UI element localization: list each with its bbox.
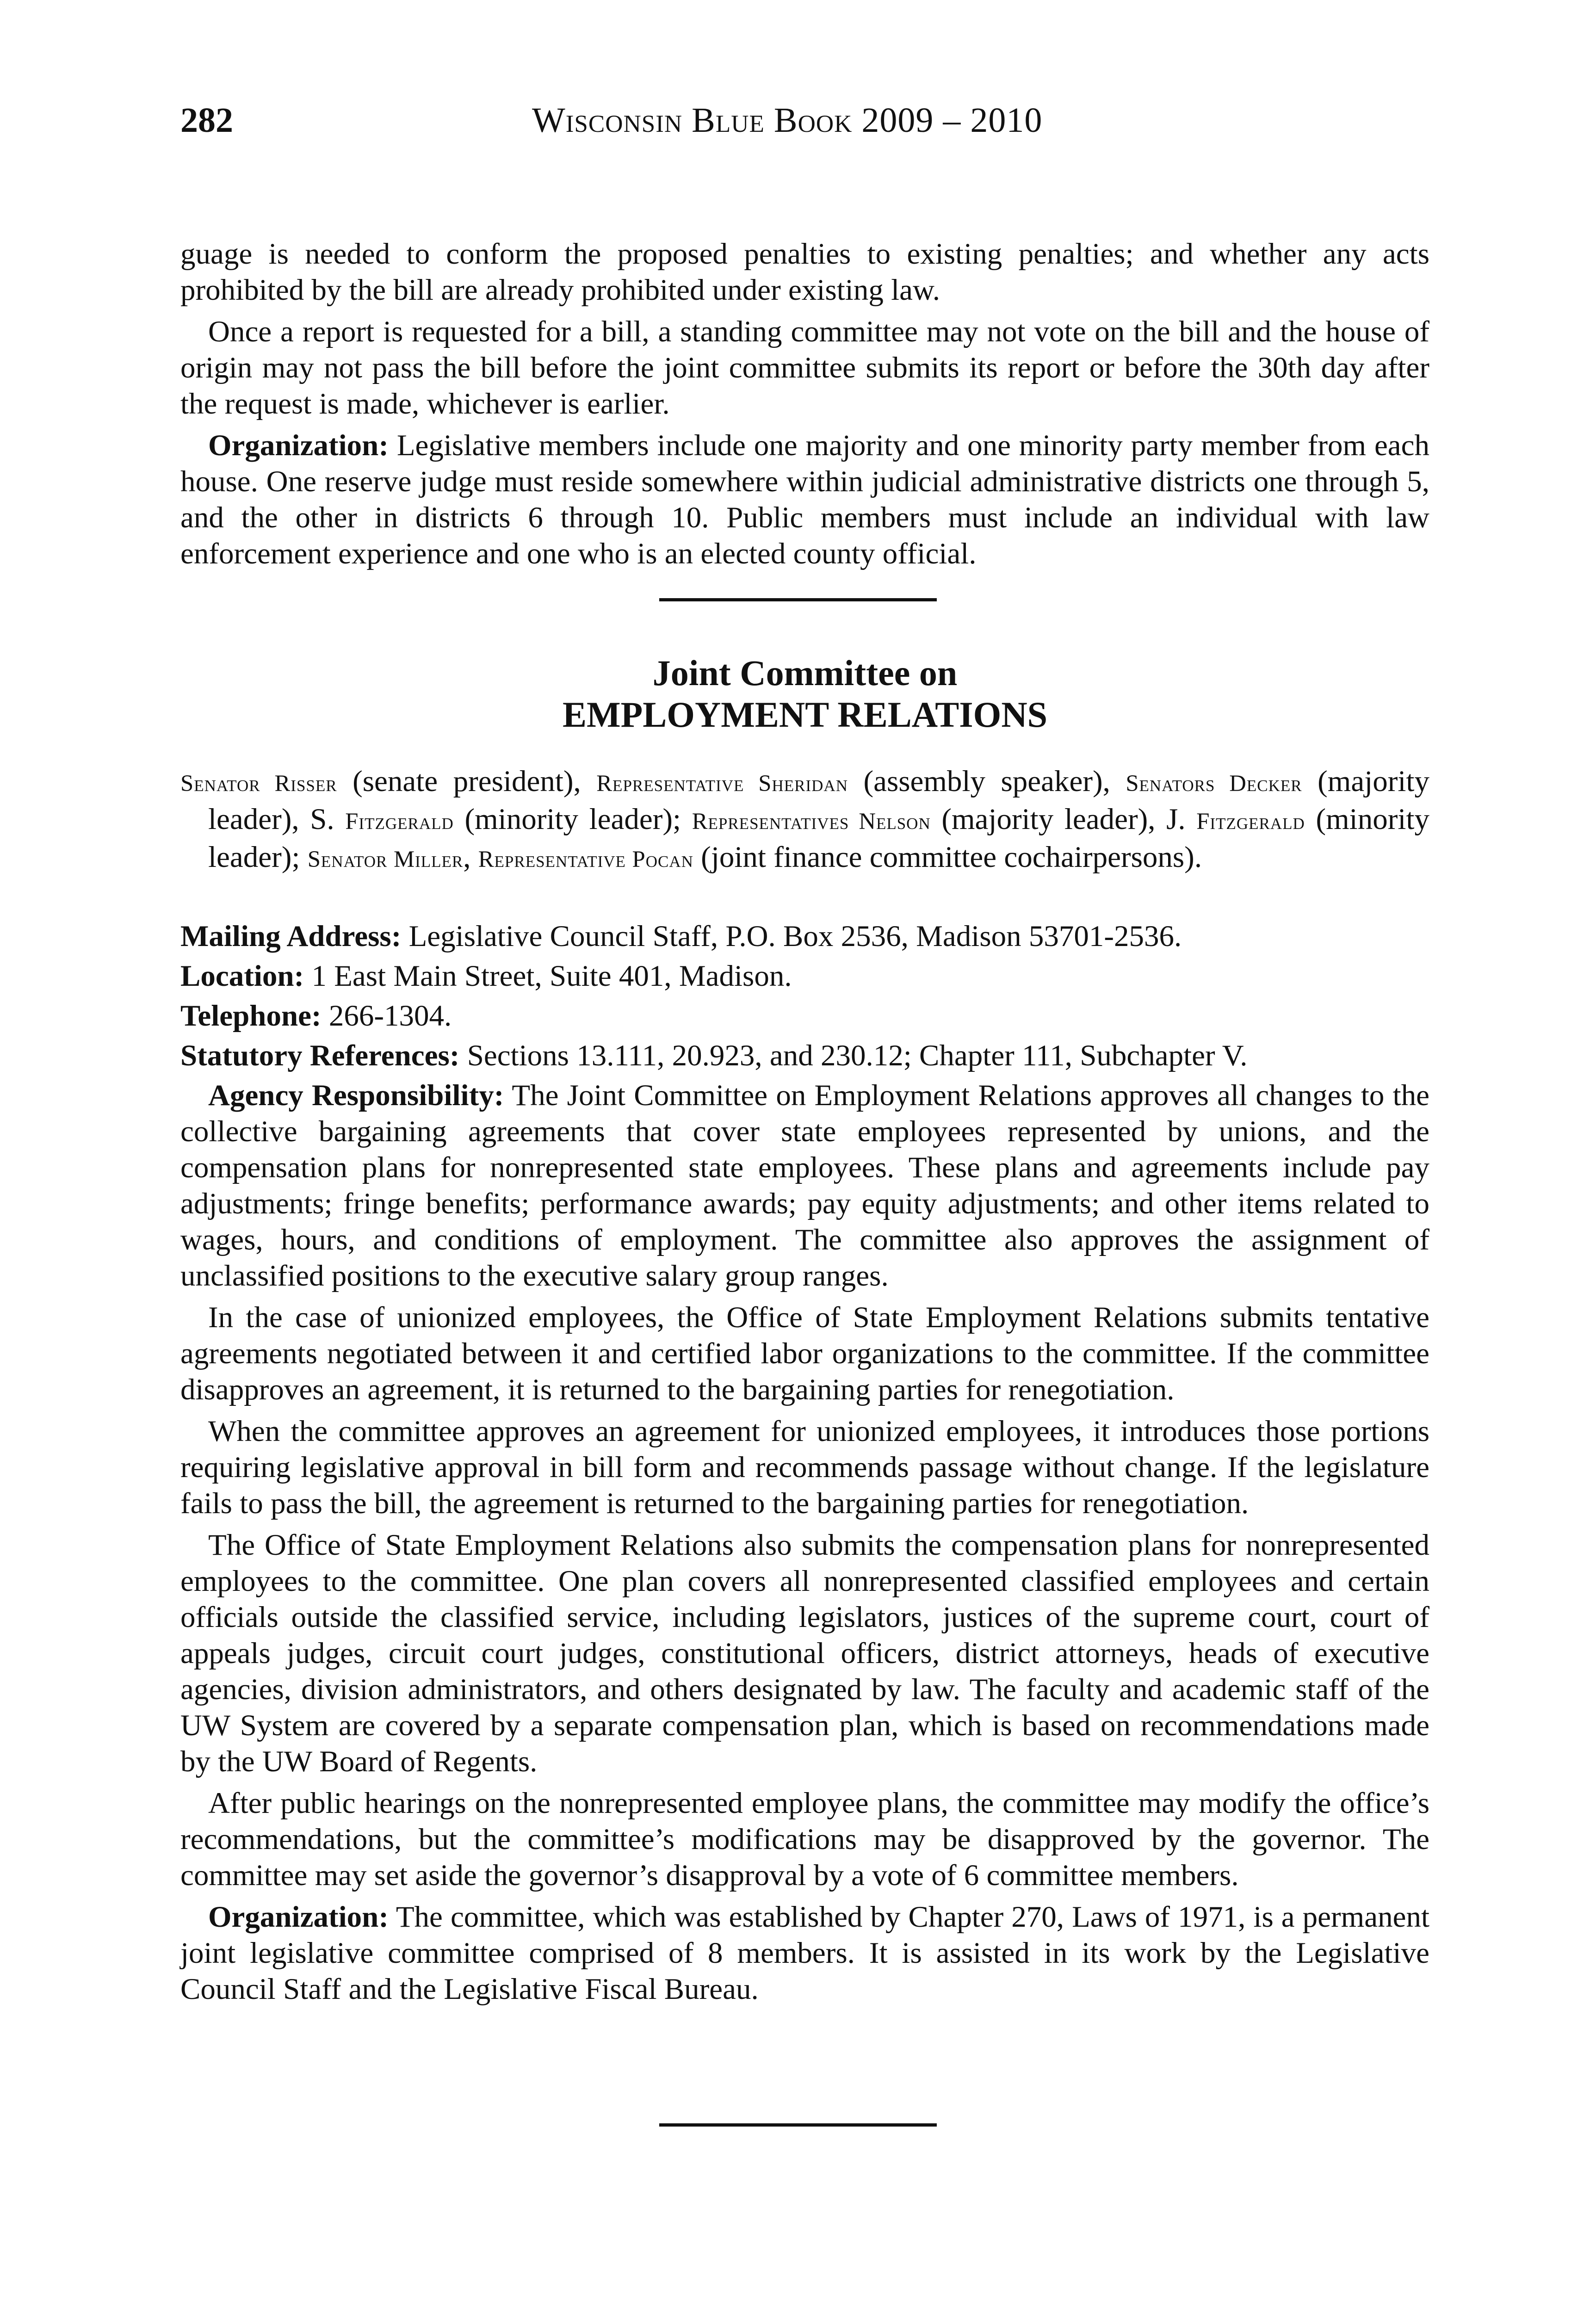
member-role: (minority leader); bbox=[453, 803, 692, 836]
member-role: (minority leader); bbox=[208, 803, 1429, 874]
telephone bbox=[180, 998, 1429, 1034]
member-role: (majority leader), S. bbox=[208, 765, 1429, 836]
statutory-references bbox=[180, 1038, 1429, 1074]
member-name: Representatives Nelson bbox=[692, 808, 931, 834]
telephone-value: 266-1304. bbox=[328, 999, 452, 1033]
book-title: Wisconsin Blue Book 2009 – 2010 bbox=[532, 101, 1043, 140]
organization-label: Organization: bbox=[208, 1900, 389, 1934]
location-label: Location: bbox=[180, 959, 304, 993]
member-name: Fitzgerald bbox=[1196, 808, 1305, 834]
heading-line-1: Joint Committee on bbox=[652, 653, 958, 693]
paragraph: Once a report is requested for a bill, a standing committee may not vote on the bill and the house of origin may not pass the bill before the joint committee submits its report or before the 30th day after the request is made, whichever is earlier. bbox=[180, 315, 1429, 421]
paragraph: After public hearings on the nonrepresented employee plans, the committee may modify the office’s recommendations, but the committee’s modifications may be disapproved by the governor. The committee may set aside the governor’s disapproval by a vote of 6 committee members. bbox=[180, 1787, 1429, 1892]
agency-label: Agency Responsibility: bbox=[208, 1079, 504, 1112]
continued-section bbox=[180, 236, 1429, 577]
agency-responsibility bbox=[180, 1077, 1429, 1294]
organization-paragraph bbox=[180, 1899, 1429, 2007]
member-name: Representative Sheridan bbox=[596, 770, 848, 796]
section-heading bbox=[180, 652, 1429, 736]
page-number: 282 bbox=[180, 101, 233, 140]
member-name: Fitzgerald bbox=[345, 808, 454, 834]
committee-members bbox=[180, 763, 1429, 877]
member-role: (assembly speaker), bbox=[847, 765, 1126, 798]
statutory-value: Sections 13.111, 20.923, and 230.12; Chapter 111, Subchapter V. bbox=[467, 1039, 1248, 1072]
location-value: 1 East Main Street, Suite 401, Madison. bbox=[311, 959, 792, 993]
agency-text: The Joint Committee on Employment Relations approves all changes to the collective bargaining agreements that cover state employees represented by unions, and the compensation plans for nonrepresented state employees. These plans and agreements include pay adjustments; fringe benefits; performance awards; pay equity adjustments; and other items related to wages, hours, and conditions of employment. The committee also approves the assignment of unclassified positions to the executive salary group ranges. bbox=[180, 1079, 1429, 1293]
member-name: Senator Miller bbox=[307, 846, 464, 872]
member-name: Representative Pocan bbox=[478, 846, 693, 872]
member-name: Senator Risser bbox=[180, 770, 337, 796]
paragraph: guage is needed to conform the proposed penalties to existing penalties; and whether any acts prohibited by the bill are already prohibited under existing law. bbox=[180, 237, 1429, 307]
committee-details bbox=[180, 918, 1429, 2013]
paragraph: The Office of State Employment Relations also submits the compensation plans for nonrepresented employees to the committee. One plan covers all nonrepresented classified employees and certain officials outside the classified service, including legislators, justices of the supreme court, court of appeals judges, circuit court judges, constitutional officers, district attorneys, heads of executive agencies, division administrators, and others designated by law. The faculty and academic staff of the UW System are covered by a separate compensation plan, which is based on recommendations made by the UW Board of Regents. bbox=[180, 1528, 1429, 1778]
organization-label: Organization: bbox=[208, 429, 389, 462]
section-divider bbox=[659, 2123, 937, 2127]
organization-paragraph bbox=[180, 427, 1429, 572]
mailing-address bbox=[180, 918, 1429, 954]
member-role: (senate president), bbox=[337, 765, 597, 798]
paragraph: In the case of unionized employees, the Office of State Employment Relations submits tentative agreements negotiated between it and certified labor organizations to the committee. If the committee disapproves an agreement, it is returned to the bargaining parties for renegotiation. bbox=[180, 1301, 1429, 1406]
organization-text: The committee, which was established by Chapter 270, Laws of 1971, is a permanent joint legislative committee comprised of 8 members. It is assisted in its work by the Legislative Council Staff and the Legislative Fiscal Bureau. bbox=[180, 1900, 1430, 2006]
member-role: (majority leader), J. bbox=[930, 803, 1197, 836]
statutory-label: Statutory References: bbox=[180, 1039, 460, 1072]
telephone-label: Telephone: bbox=[180, 999, 322, 1033]
organization-text: Legislative members include one majority and one minority party member from each house. One reserve judge must reside somewhere within judicial administrative districts one through 5, and the other in districts 6 through 10. Public members must include an individual with law enforcement experience and one who is an elected county official. bbox=[180, 429, 1429, 570]
mailing-address-value: Legislative Council Staff, P.O. Box 2536, Madison 53701-2536. bbox=[408, 920, 1182, 953]
heading-line-2: EMPLOYMENT RELATIONS bbox=[562, 694, 1048, 735]
location bbox=[180, 958, 1429, 994]
member-name: Senators Decker bbox=[1126, 770, 1302, 796]
mailing-address-label: Mailing Address: bbox=[180, 920, 402, 953]
member-role: (joint finance committee cochairpersons). bbox=[693, 841, 1202, 874]
running-head bbox=[180, 97, 1429, 143]
paragraph: When the committee approves an agreement for unionized employees, it introduces those portions requiring legislative approval in bill form and recommends passage without change. If the legislature fails to pass the bill, the agreement is returned to the bargaining parties for renegotiation. bbox=[180, 1415, 1429, 1520]
section-divider bbox=[659, 598, 937, 601]
member-role: , bbox=[463, 841, 478, 874]
